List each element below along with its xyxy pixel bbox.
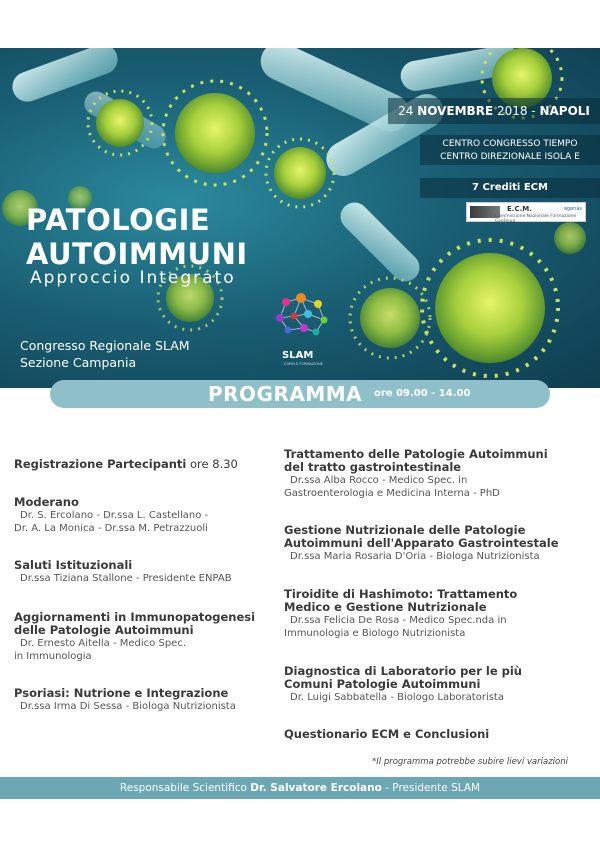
item-body: Dr. A. La Monica - Dr.ssa M. Petrazzuoli (14, 523, 208, 534)
item-body: Dr. Luigi Sabbatella - Biologo Laboratorista (290, 692, 504, 703)
item-title: Diagnostica di Laboratorio per le più (284, 664, 522, 678)
item-body: Dr.ssa Maria Rosaria D'Oria - Biologa Nutrizionista (290, 551, 540, 562)
item-title: Medico e Gestione Nutrizionale (284, 600, 487, 614)
slam-tagline: CORSI E FORMAZIONE (284, 362, 323, 366)
footer-bar: Responsabile Scientifico Dr. Salvatore Ercolano - Presidente SLAM (0, 777, 600, 799)
item-title: Moderano (14, 495, 79, 509)
program-item (14, 687, 236, 713)
program-item (14, 559, 232, 585)
item-title: Trattamento delle Patologie Autoimmuni (284, 447, 548, 461)
ecm-logo-title: E.C.M. (507, 205, 532, 213)
item-title: Aggiornamenti in Immunopatogenesi (14, 610, 256, 624)
ecm-logo (466, 202, 586, 222)
main-subtitle: Approccio Integrato (30, 268, 236, 288)
congress-info (20, 337, 190, 371)
slam-name: SLAM (282, 350, 314, 361)
item-title: Psoriasi: Nutrione e Integrazione (14, 686, 229, 700)
item-title: Questionario ECM e Conclusioni (284, 727, 490, 741)
congress-line2: Sezione Campania (20, 355, 137, 370)
programma-title: PROGRAMMA (208, 382, 363, 406)
program-item (284, 588, 517, 640)
item-body: in Immunologia (14, 651, 92, 662)
event-venue (420, 135, 600, 165)
agenas-logo: agenas (563, 206, 582, 212)
main-title-line2: AUTOIMMUNI (26, 237, 248, 271)
ecm-logo-subtitle: Commissione Nazionale Formazione Continua (495, 214, 577, 224)
ecm-credits: 7 Crediti ECM (420, 178, 600, 198)
venue-line2: CENTRO DIREZIONALE ISOLA E (440, 152, 580, 162)
program-item (284, 728, 489, 741)
event-date: 24 NOVEMBRE 2018 - NAPOLI (388, 98, 600, 124)
item-title: delle Patologie Autoimmuni (14, 623, 194, 637)
item-title: del tratto gastrointestinale (284, 460, 462, 474)
program-item (14, 458, 238, 471)
item-title: Registrazione Partecipanti ore 8.30 (14, 457, 238, 471)
item-body: Gastroenterologia e Medicina Interna - PhD (284, 488, 500, 499)
item-body: Immunologia e Biologo Nutrizionista (284, 628, 466, 639)
item-title: Autoimmuni dell'Apparato Gastrointestale (284, 536, 559, 550)
item-body: Dr. S. Ercolano - Dr.ssa L. Castellano - (20, 510, 209, 521)
program-item (284, 448, 548, 500)
congress-line1: Congresso Regionale SLAM (20, 338, 190, 353)
program-item (14, 611, 255, 663)
program-item (14, 496, 208, 535)
main-title-line1: PATOLOGIE (26, 203, 211, 237)
item-title: Comuni Patologie Autoimmuni (284, 677, 481, 691)
programma-time: ore 09.00 - 14.00 (374, 388, 471, 399)
item-title: Saluti Istituzionali (14, 558, 133, 572)
program-item (284, 665, 522, 704)
venue-line1: CENTRO CONGRESSO TIEMPO (442, 139, 578, 149)
item-title: Gestione Nutrizionale delle Patologie (284, 523, 526, 537)
item-body: Dr.ssa Tiziana Stallone - Presidente ENPAB (20, 573, 232, 584)
item-body: Dr.ssa Alba Rocco - Medico Spec. in (290, 475, 468, 486)
item-body: Dr. Ernesto Aitella - Medico Spec. (20, 638, 186, 649)
variation-note: *Il programma potrebbe subire lievi variazioni (372, 757, 568, 767)
program-item (284, 524, 559, 563)
item-body: Dr.ssa Felicia De Rosa - Medico Spec.nda in (290, 615, 507, 626)
item-body: Dr.ssa Irma Di Sessa - Biologa Nutrizionista (20, 701, 236, 712)
item-title: Tiroidite di Hashimoto: Trattamento (284, 587, 518, 601)
